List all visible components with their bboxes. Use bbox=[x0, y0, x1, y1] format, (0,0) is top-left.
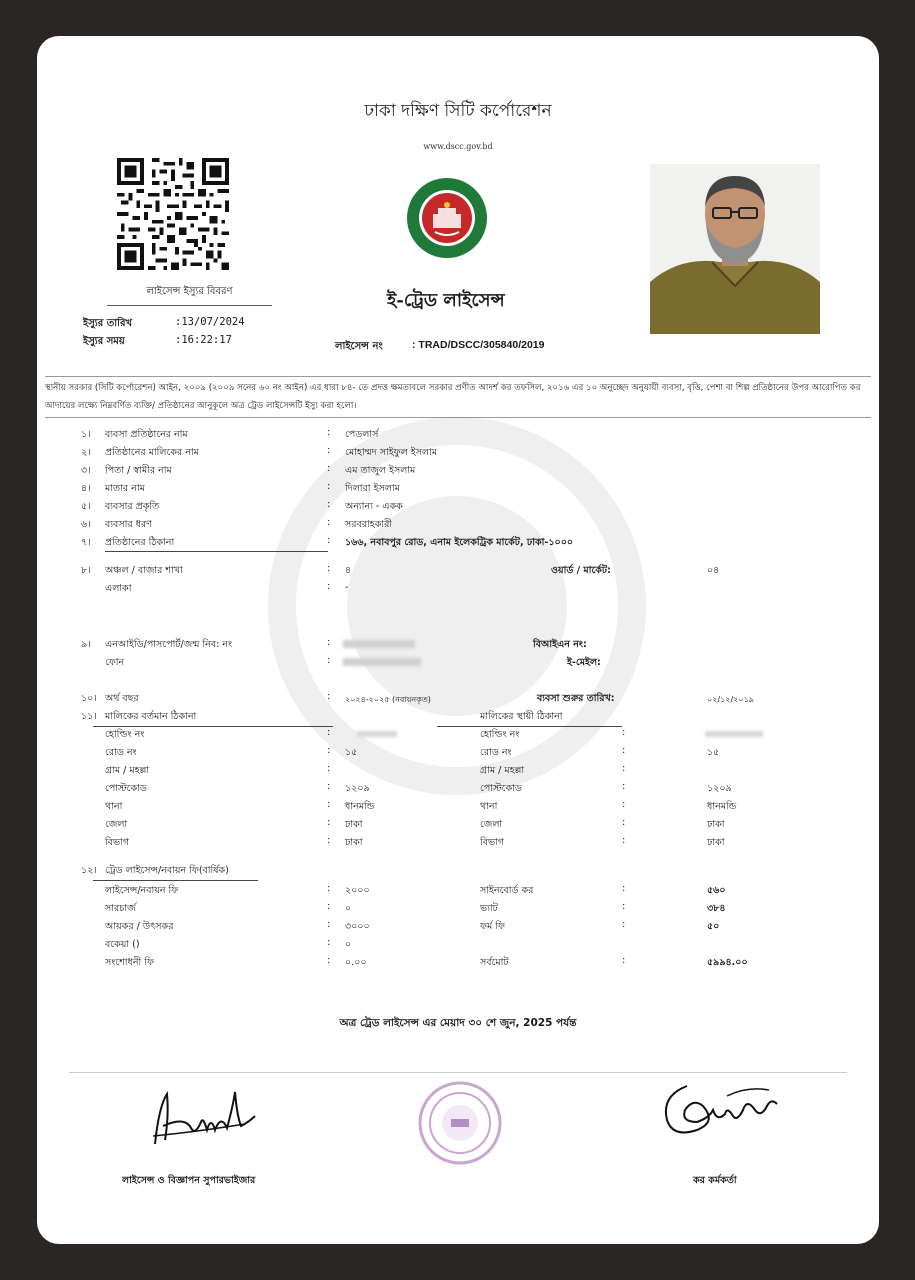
business-start-value: ০২/১২/২০১৯ bbox=[707, 695, 754, 704]
issue-date-label: ইস্যুর তারিখ bbox=[83, 318, 133, 329]
permanent-address-colon: : bbox=[622, 835, 626, 846]
current-address-label: থানা bbox=[105, 801, 123, 812]
permanent-address-label: হোল্ডিং নং bbox=[480, 729, 520, 740]
issue-time-value: :16:22:17 bbox=[175, 334, 232, 346]
zone-colon: : bbox=[327, 563, 331, 574]
permanent-address-label: থানা bbox=[480, 801, 498, 812]
issue-time-label: ইস্যুর সময় bbox=[83, 336, 125, 347]
bin-label: বিআইএন নং: bbox=[533, 639, 587, 650]
current-address-value: ১২০৯ bbox=[345, 783, 370, 794]
official-seal bbox=[417, 1080, 503, 1166]
permanent-address-underline bbox=[437, 726, 622, 727]
detail-colon: : bbox=[327, 427, 331, 438]
license-number-value: : TRAD/DSCC/305840/2019 bbox=[412, 339, 545, 351]
fee-right-colon: : bbox=[622, 901, 626, 912]
license-document bbox=[37, 36, 879, 1244]
fees-number: ১২। bbox=[81, 865, 97, 876]
supervisor-signature bbox=[145, 1086, 265, 1151]
fee-colon: : bbox=[327, 901, 331, 912]
issue-date-value: :13/07/2024 bbox=[175, 316, 245, 328]
fee-right-value: ৫৬০ bbox=[707, 885, 726, 896]
area-value: - bbox=[345, 582, 349, 593]
divider-line bbox=[105, 551, 328, 552]
fee-right-colon: : bbox=[622, 955, 626, 966]
detail-value: পেডলার্স bbox=[345, 429, 379, 440]
fee-colon: : bbox=[327, 955, 331, 966]
business-start-label: ব্যবসা শুরুর তারিখ: bbox=[537, 693, 615, 704]
permanent-address-colon: : bbox=[622, 763, 626, 774]
detail-value: অন্যান্য - একক bbox=[345, 501, 403, 512]
detail-number: ৭। bbox=[81, 537, 91, 548]
permanent-address-colon: : bbox=[622, 799, 626, 810]
ward-value: ০৪ bbox=[707, 565, 720, 576]
detail-label: ব্যবসা প্রতিষ্ঠানের নাম bbox=[105, 429, 188, 440]
fee-label: লাইসেন্স/নবায়ন ফি bbox=[105, 885, 179, 896]
permanent-address-label: গ্রাম / মহল্লা bbox=[480, 765, 525, 776]
fees-heading: ট্রেড লাইসেন্স/নবায়ন ফি(বার্ষিক) bbox=[105, 865, 229, 876]
id-number: ৯। bbox=[81, 639, 91, 650]
fee-right-colon: : bbox=[622, 883, 626, 894]
current-address-value: ধানমন্ডি bbox=[345, 801, 375, 812]
permanent-address-value: ঢাকা bbox=[707, 819, 725, 830]
current-address-value: ঢাকা bbox=[345, 837, 363, 848]
fiscal-colon: : bbox=[327, 691, 331, 702]
fees-underline bbox=[93, 880, 258, 881]
fee-value: ০ bbox=[345, 903, 352, 914]
current-address-label: রোড নং bbox=[105, 747, 137, 758]
detail-value: সরবরাহকারী bbox=[345, 519, 393, 530]
detail-label: প্রতিষ্ঠানের ঠিকানা bbox=[105, 537, 175, 548]
dscc-logo bbox=[405, 176, 489, 260]
detail-number: ৫। bbox=[81, 501, 91, 512]
fee-right-value: ৫০ bbox=[707, 921, 720, 932]
detail-number: ৩। bbox=[81, 465, 91, 476]
phone-colon: : bbox=[327, 655, 331, 666]
detail-colon: : bbox=[327, 481, 331, 492]
license-number-label: লাইসেন্স নং bbox=[335, 341, 383, 352]
fee-label: আয়কর / উৎসকর bbox=[105, 921, 174, 932]
document-title: ই-ট্রেড লাইসেন্স bbox=[387, 290, 505, 311]
area-label: এলাকা bbox=[105, 583, 132, 594]
current-address-colon: : bbox=[327, 817, 331, 828]
holding-redacted bbox=[357, 731, 397, 737]
validity-statement: অত্র ট্রেড লাইসেন্স এর মেয়াদ ৩০ শে জুন, 2025 পর্যন্ত bbox=[339, 1017, 577, 1029]
detail-number: ২। bbox=[81, 447, 91, 458]
fee-right-label: ফর্ম ফি bbox=[480, 921, 505, 932]
fee-value: ০ bbox=[345, 939, 352, 950]
fee-right-label: সাইনবোর্ড কর bbox=[480, 885, 534, 896]
current-address-colon: : bbox=[327, 835, 331, 846]
fee-colon: : bbox=[327, 937, 331, 948]
fee-colon: : bbox=[327, 919, 331, 930]
permanent-address-colon: : bbox=[622, 781, 626, 792]
nid-redacted bbox=[343, 640, 415, 648]
current-address-label: বিভাগ bbox=[105, 837, 130, 848]
detail-value: ১৬৬, নবাবপুর রোড, এনাম ইলেকট্রিক মার্কেট, ঢাকা-১০০০ bbox=[345, 537, 574, 548]
current-address-label: পোস্টকোড bbox=[105, 783, 147, 794]
current-address-value: ১৫ bbox=[345, 747, 358, 758]
owner-photo bbox=[650, 164, 820, 334]
fiscal-number: ১০। bbox=[81, 693, 97, 704]
current-address-underline bbox=[93, 726, 333, 727]
fee-right-value: ৩৮৪ bbox=[707, 903, 726, 914]
license-preamble: স্থানীয় সরকার (সিটি কর্পোরেশন) আইন, ২০০৯ (২০০৯ সনের ৬০ নং আইন) এর ধারা ৮৪- তে প্রদত্ত ক্ষমতাবলে সরকার প্রণীত আদর্শ কর তফসিল, ২০১৬ এর ১০ অনুচ্ছেদ অনুযায়ী ব্যবসা, বৃত্তি, পেশা বা শিল্প প্রতিষ্ঠানের উপর আরোপিত কর আদায়ের লক্ষ্যে নিম্নবর্ণিত ব্যক্তি/ প্রতিষ্ঠানের আনুকূলে অত্র ট্রেড লাইসেন্সটি ইস্যু করা হলো। bbox=[45, 376, 871, 418]
permanent-address-label: জেলা bbox=[480, 819, 503, 830]
current-address-value: ঢাকা bbox=[345, 819, 363, 830]
issue-details-heading: লাইসেন্স ইস্যুর বিবরণ bbox=[107, 284, 272, 306]
address-number: ১১। bbox=[81, 711, 97, 722]
permanent-address-heading: মালিকের স্থায়ী ঠিকানা bbox=[480, 711, 563, 722]
current-address-colon: : bbox=[327, 763, 331, 774]
area-colon: : bbox=[327, 581, 331, 592]
nid-colon: : bbox=[327, 637, 331, 648]
permanent-address-colon: : bbox=[622, 727, 626, 738]
website-url: www.dscc.gov.bd bbox=[423, 142, 493, 151]
detail-colon: : bbox=[327, 517, 331, 528]
detail-label: পিতা / স্বামীর নাম bbox=[105, 465, 172, 476]
supervisor-title: লাইসেন্স ও বিজ্ঞাপন সুপারভাইজার bbox=[122, 1175, 256, 1186]
permanent-address-label: বিভাগ bbox=[480, 837, 505, 848]
detail-value: এম তাজুল ইসলাম bbox=[345, 465, 416, 476]
organization-name: ঢাকা দক্ষিণ সিটি কর্পোরেশন bbox=[364, 101, 552, 121]
fee-colon: : bbox=[327, 883, 331, 894]
detail-number: ১। bbox=[81, 429, 91, 440]
zone-label: অঞ্চল / বাজার শাখা bbox=[105, 565, 183, 576]
phone-label: ফোন bbox=[105, 657, 125, 668]
permanent-address-value: ধানমন্ডি bbox=[707, 801, 737, 812]
detail-value: মোহাম্মদ সাইফুল ইসলাম bbox=[345, 447, 438, 458]
current-address-colon: : bbox=[327, 727, 331, 738]
detail-colon: : bbox=[327, 463, 331, 474]
zone-number: ৮। bbox=[81, 565, 91, 576]
detail-value: দিলারা ইসলাম bbox=[345, 483, 400, 494]
detail-colon: : bbox=[327, 445, 331, 456]
fiscal-year-value: ২০২৪-২০২৫ (নবায়নকৃত) bbox=[345, 695, 431, 704]
current-address-colon: : bbox=[327, 781, 331, 792]
detail-number: ৬। bbox=[81, 519, 91, 530]
fee-right-label: সর্বমোট bbox=[480, 957, 509, 968]
detail-label: ব্যবসার প্রকৃতি bbox=[105, 501, 160, 512]
permanent-address-value: ১২০৯ bbox=[707, 783, 732, 794]
detail-number: ৪। bbox=[81, 483, 91, 494]
detail-colon: : bbox=[327, 535, 331, 546]
permanent-address-label: পোস্টকোড bbox=[480, 783, 522, 794]
current-address-colon: : bbox=[327, 799, 331, 810]
current-address-label: হোল্ডিং নং bbox=[105, 729, 145, 740]
fee-value: ৩০০০ bbox=[345, 921, 370, 932]
permanent-address-value: ১৫ bbox=[707, 747, 720, 758]
fee-right-label: ভ্যাট bbox=[480, 903, 498, 914]
ward-label: ওয়ার্ড / মার্কেট: bbox=[551, 565, 611, 576]
permanent-address-colon: : bbox=[622, 817, 626, 828]
fee-value: ২০০০ bbox=[345, 885, 370, 896]
fee-label: সারচার্জ bbox=[105, 903, 136, 914]
current-address-label: জেলা bbox=[105, 819, 128, 830]
email-label: ই-মেইল: bbox=[567, 657, 601, 668]
detail-label: মাতার নাম bbox=[105, 483, 145, 494]
zone-value: ৪ bbox=[345, 565, 352, 576]
holding-redacted bbox=[705, 731, 763, 737]
tax-officer-title: কর কর্মকর্তা bbox=[693, 1175, 737, 1186]
current-address-label: গ্রাম / মহল্লা bbox=[105, 765, 150, 776]
qr-code bbox=[117, 158, 229, 270]
nid-label: এনআইডি/পাসপোর্ট/জন্ম নিব: নং bbox=[105, 639, 233, 650]
tax-officer-signature bbox=[657, 1076, 787, 1151]
permanent-address-label: রোড নং bbox=[480, 747, 512, 758]
fee-right-value: ৫৯৯৪.০০ bbox=[707, 957, 748, 968]
current-address-colon: : bbox=[327, 745, 331, 756]
watermark-emblem bbox=[237, 416, 677, 796]
fiscal-year-label: অর্থ বছর bbox=[105, 693, 139, 704]
detail-label: প্রতিষ্ঠানের মালিকের নাম bbox=[105, 447, 199, 458]
permanent-address-colon: : bbox=[622, 745, 626, 756]
permanent-address-value: ঢাকা bbox=[707, 837, 725, 848]
phone-redacted bbox=[343, 658, 421, 666]
detail-colon: : bbox=[327, 499, 331, 510]
fee-right-colon: : bbox=[622, 919, 626, 930]
detail-label: ব্যবসার ধরণ bbox=[105, 519, 152, 530]
current-address-heading: মালিকের বর্তমান ঠিকানা bbox=[105, 711, 197, 722]
fee-label: সংশোধনী ফি bbox=[105, 957, 154, 968]
fee-value: ০.০০ bbox=[345, 957, 367, 968]
fee-label: বকেয়া () bbox=[105, 939, 140, 950]
